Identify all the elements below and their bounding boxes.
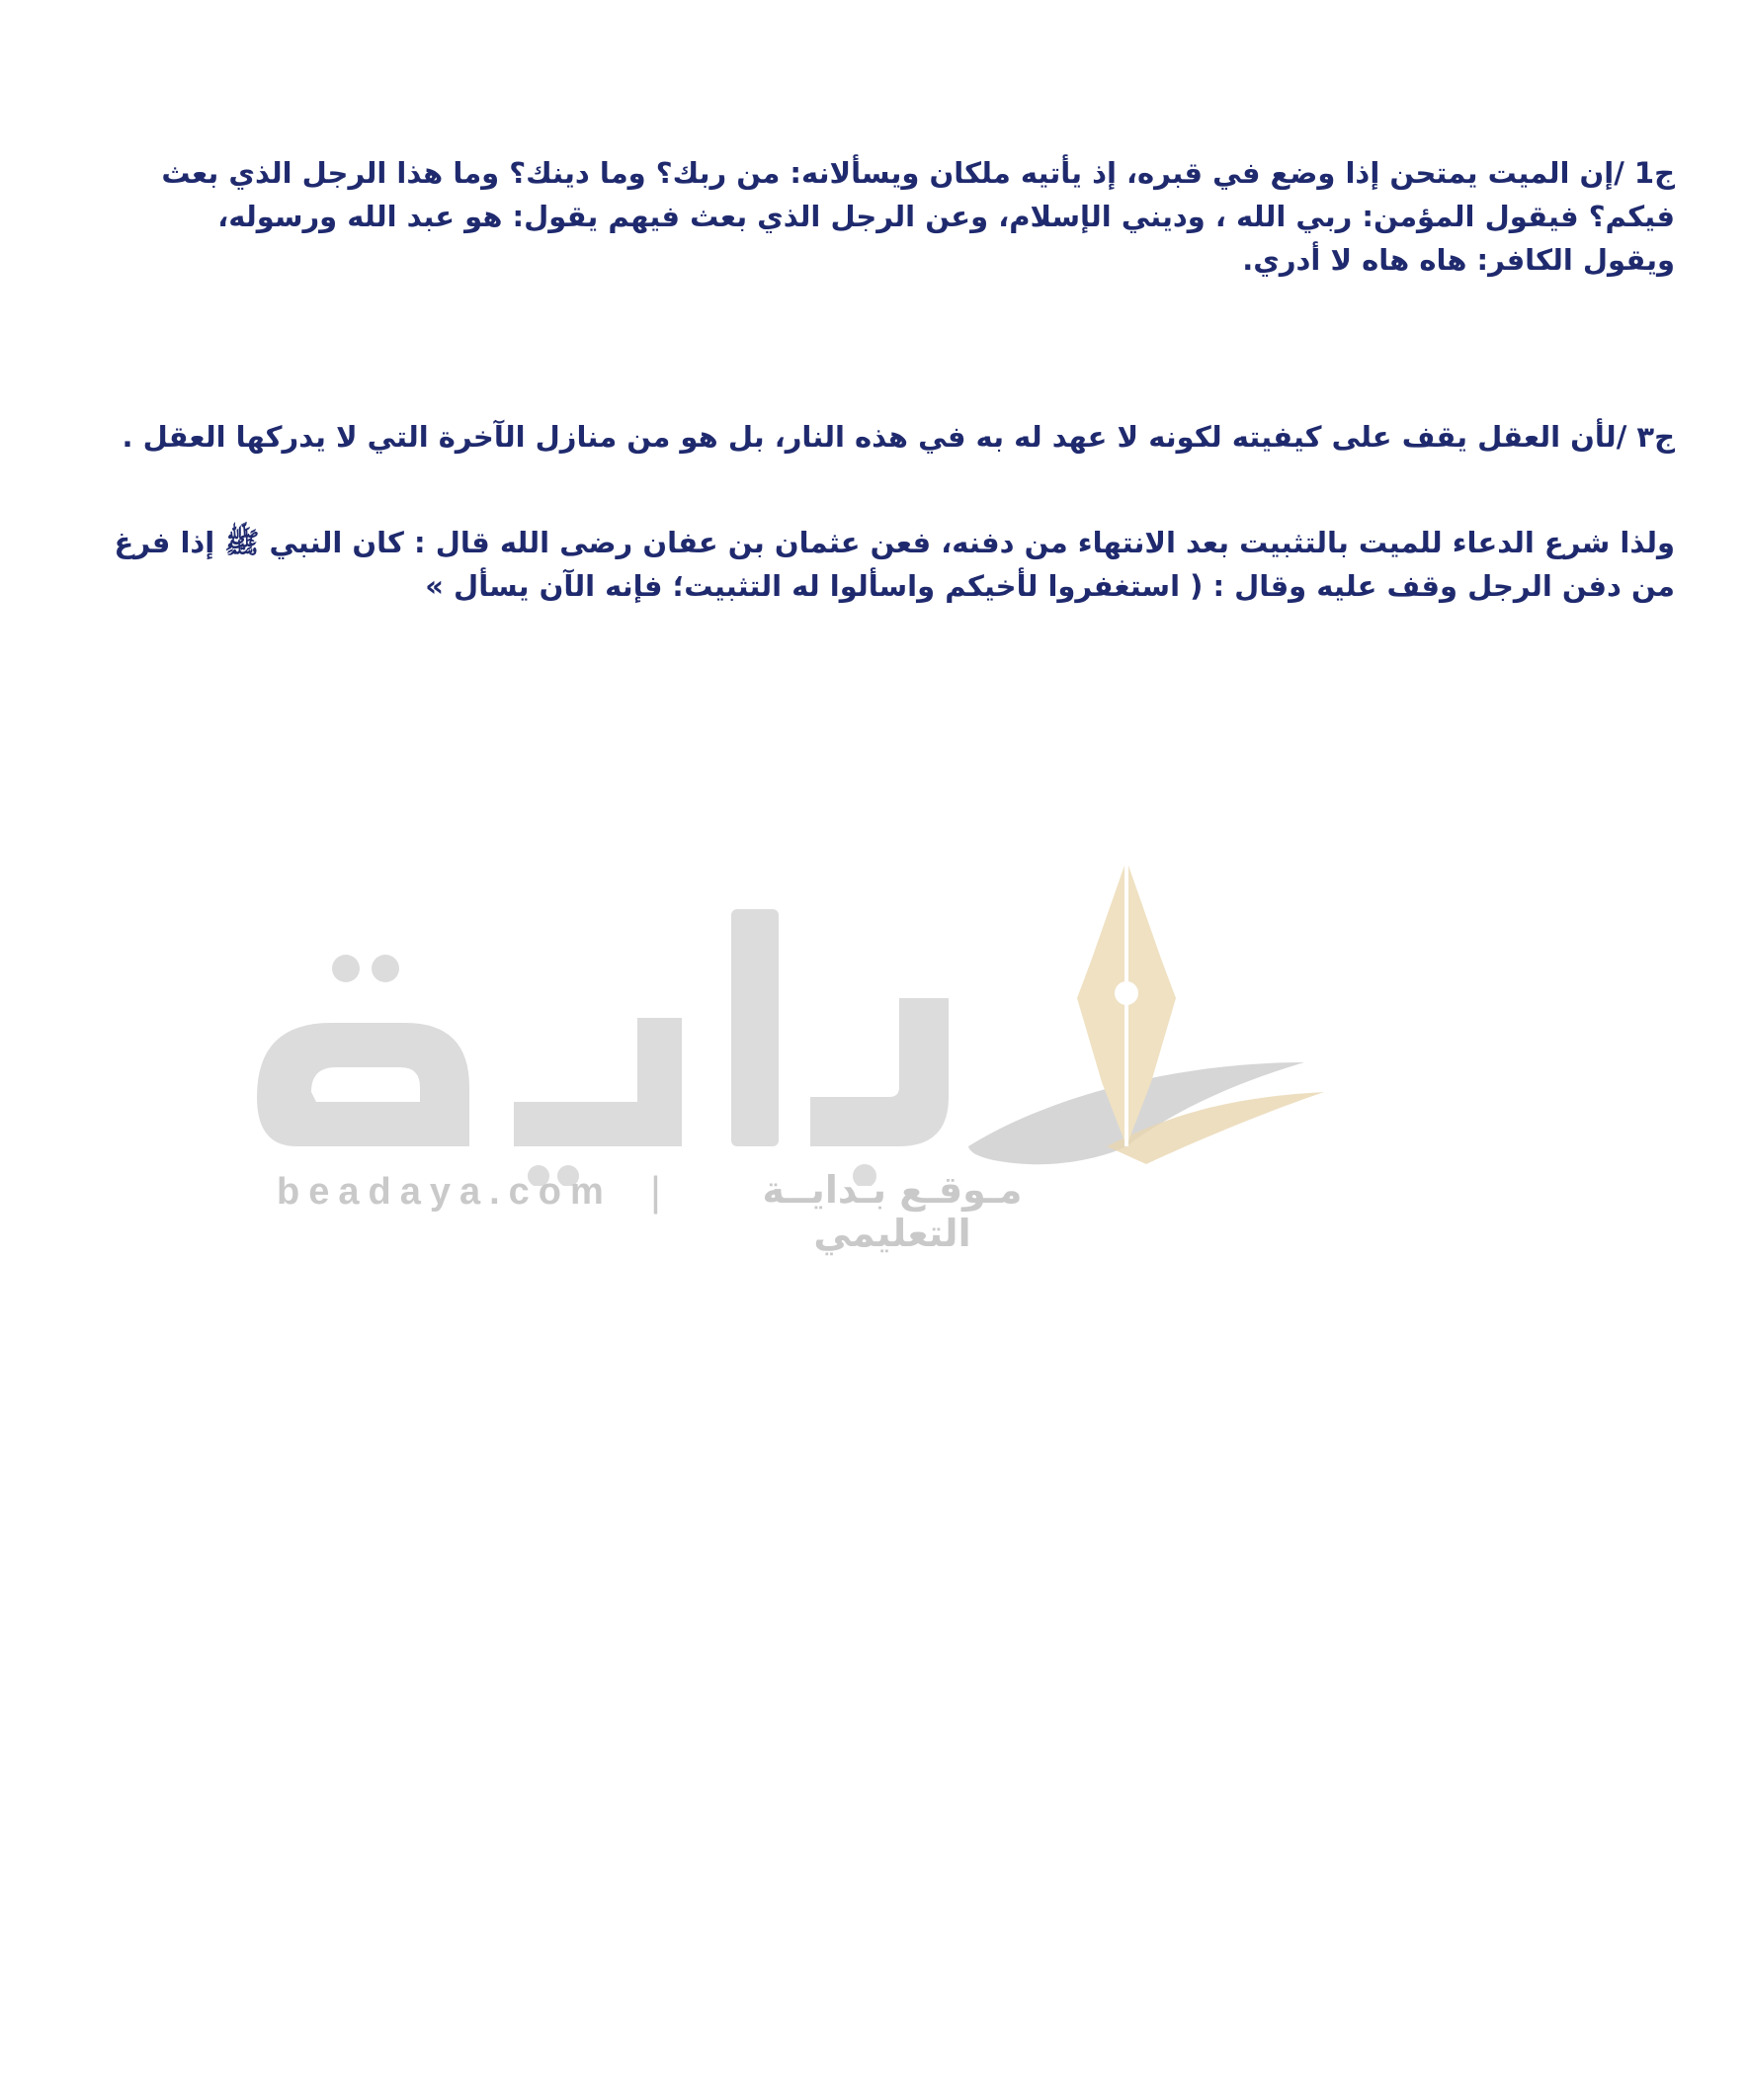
site-watermark [247, 850, 1502, 1255]
hadith-paragraph [89, 521, 1675, 608]
text-line: ويقول الكافر: هاه هاه لا أدري. [1242, 243, 1675, 277]
text-line: فيكم؟ فيقول المؤمن: ربي الله ، وديني الإسلام، وعن الرجل الذي بعث فيهم يقول: هو عبد الله ورسوله، [217, 200, 1675, 233]
answer-1-paragraph [89, 151, 1675, 282]
watermark-logo [257, 850, 1344, 1186]
watermark-separator: | [650, 1168, 661, 1215]
watermark-domain: beadaya.com [277, 1171, 613, 1213]
watermark-tagline: مـوقـع بـدايــة التعليمي [762, 1168, 1023, 1255]
text-line: ج1 /إن الميت يمتحن إذا وضع في قبره، إذ يأتيه ملكان ويسألانه: من ربك؟ وما دينك؟ وما هذا الرجل الذي بعث [161, 156, 1675, 190]
text-line: من دفن الرجل وقف عليه وقال : ( استغفروا لأخيكم واسألوا له التثبيت؛ فإنه الآن يسأل » [425, 569, 1675, 603]
text-line: ولذا شرع الدعاء للميت بالتثبيت بعد الانتهاء من دفنه، فعن عثمان بن عفان رضى الله قال : كان النبي ﷺ إذا فرغ [114, 526, 1675, 559]
text-line: ج٣ /لأن العقل يقف على كيفيته لكونه لا عهد له به في هذه النار، بل هو من منازل الآخرة التي لا يدركها العقل . [122, 420, 1675, 454]
answer-3-paragraph [89, 415, 1675, 459]
